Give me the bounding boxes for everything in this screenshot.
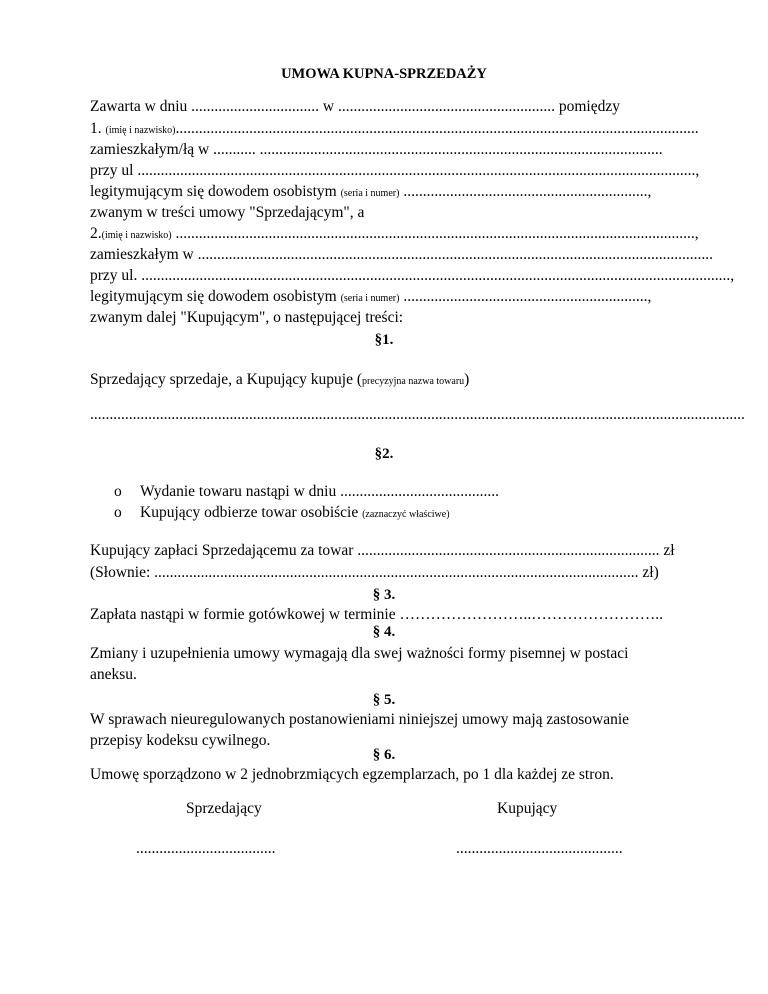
goods-name-hint: precyzyjna nazwa towaru [362,376,465,387]
price-in-words-line: (Słownie: ............................................................................................................................. zł) [90,564,659,581]
party1-role-line: zwanym w treści umowy "Sprzedającym", a [90,204,365,221]
section-6-text: Umowę sporządzono w 2 jednobrzmiących egzemplarzach, po 1 dla każdej ze stron. [90,766,614,783]
party2-street-line: przy ul. ........................................................................................................................................................, [90,267,735,284]
seller-signature-label: Sprzedający [186,800,262,817]
section-4-text: Zmiany i uzupełnienia umowy wymagają dla swej ważności formy pisemnej w postaci aneksu. [90,645,629,683]
intro-date-place-line: Zawarta w dniu ................................. w ........................................................ pomiędzy [90,98,620,115]
section-6-heading: § 6. [372,747,396,763]
price-line: Kupujący zapłaci Sprzedającemu za towar .............................................................................. zł [90,542,675,559]
section-5-text: W sprawach nieuregulowanych postanowieniami niniejszej umowy mają zastosowanie przepisy kodeksu cywilnego. [90,711,630,749]
party1-number: 1. [90,120,102,137]
bullet-marker: o [114,483,122,500]
seller-signature-line: .................................... [136,840,276,857]
party2-name-hint: (imię i nazwisko) [101,230,172,241]
party2-id-label: legitymującym się dowodem osobistym [90,288,337,305]
party1-id-label: legitymującym się dowodem osobistym [90,183,337,200]
party1-street-line: przy ul ................................................................................................................................................, [90,162,700,179]
section-5-heading: § 5. [372,692,396,708]
party2-id-line: legitymującym się dowodem osobistym (seria i numer) ..............................................................., [90,288,652,305]
party1-address-line: zamieszkałym/łą w ........... ........................................................................................................ [90,141,663,158]
section-4-heading: § 4. [372,624,396,640]
section-2-heading: §2. [374,446,394,462]
party1-id-line: legitymującym się dowodem osobistym (seria i numer) ..............................................................., [90,183,652,200]
section-1-heading: §1. [374,332,394,348]
bullet-item-handover: o Wydanie towaru nastąpi w dniu ......................................... [114,483,499,500]
section-1-text: Sprzedający sprzedaje, a Kupujący kupuje (precyzyjna nazwa towaru) [90,371,470,388]
party1-name-hint: (imię i nazwisko) [105,125,176,136]
party2-id-hint: (seria i numer) [340,293,400,304]
party2-address-line: zamieszkałym w ..................................................................................................................................... [90,246,713,263]
party1-name-line: 1. (imię i nazwisko)....................................................................................................................................... [90,120,699,137]
party2-role-line: zwanym dalej "Kupującym", o następującej treści: [90,309,404,326]
party2-name-line: 2.(imię i nazwisko) ......................................................................................................................................, [90,225,699,242]
buyer-signature-line: ........................................... [456,840,623,857]
section-3-text: Zapłata nastąpi w formie gotówkowej w terminie ……………………..…………………….. [90,606,663,623]
bullet-item-pickup: o Kupujący odbierze towar osobiście (zaznaczyć właściwe) [114,504,450,521]
party1-id-hint: (seria i numer) [340,188,400,199]
party2-number: 2. [90,225,102,242]
section-3-heading: § 3. [372,587,396,603]
choose-hint: (zaznaczyć właściwe) [362,509,450,520]
goods-name-blank: ......................................................................................................................................................................... [90,406,745,423]
buyer-signature-label: Kupujący [497,800,558,817]
bullet-marker: o [114,504,122,521]
document-title: UMOWA KUPNA-SPRZEDAŻY [281,66,487,82]
